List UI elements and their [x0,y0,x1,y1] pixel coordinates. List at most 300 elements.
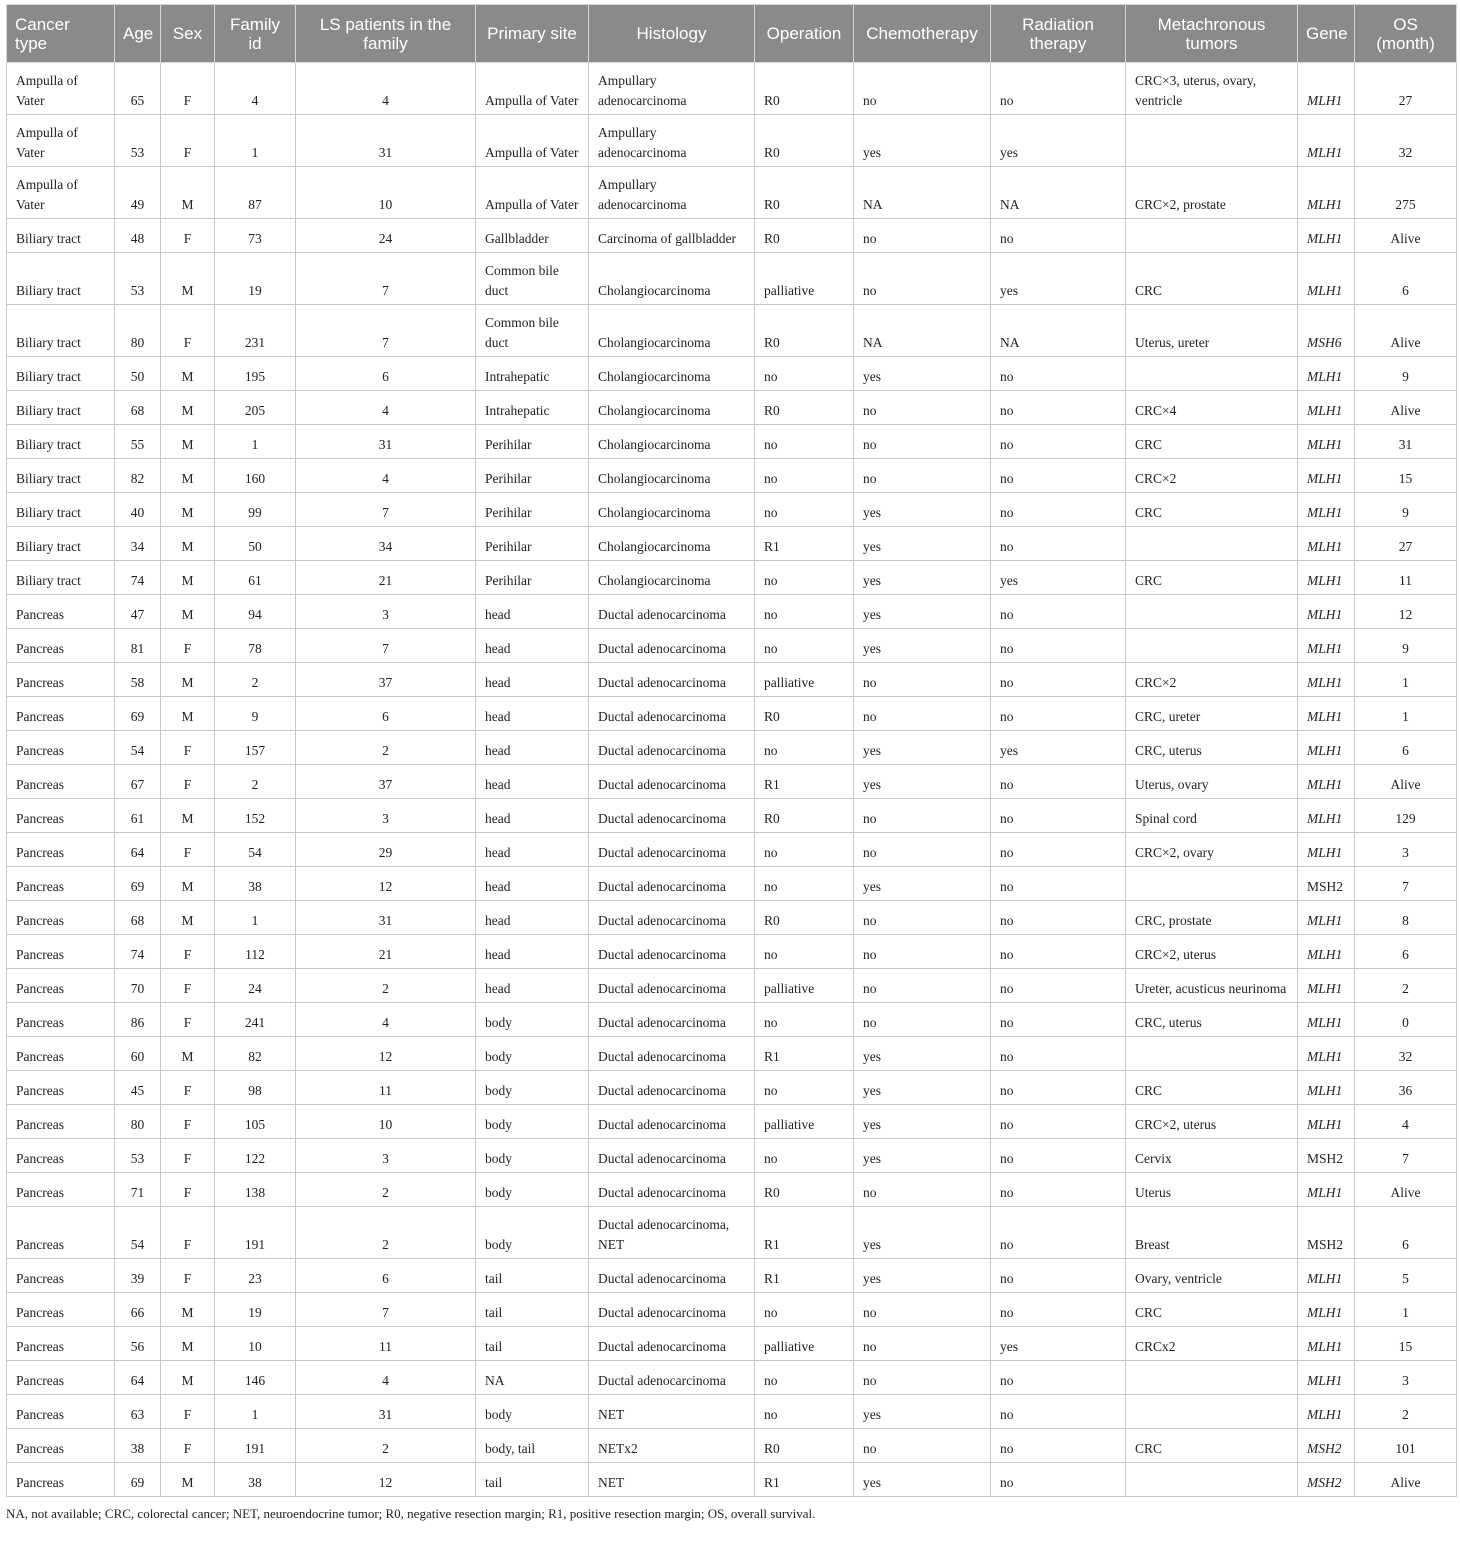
table-row [7,1259,1457,1293]
cell-gene: MLH1 [1298,697,1355,731]
table-row [7,629,1457,663]
cell-primary-site: Common bile duct [476,253,589,305]
cell-os-month: 1 [1355,663,1457,697]
cell-os-month: 6 [1355,253,1457,305]
cell-cancer-type: Biliary tract [7,305,115,357]
cell-sex: M [161,901,215,935]
cell-gene: MLH1 [1298,765,1355,799]
cell-operation: R0 [755,219,854,253]
cell-age: 69 [115,697,161,731]
cell-gene: MLH1 [1298,253,1355,305]
table-row [7,867,1457,901]
cell-family-id: 1 [215,1395,296,1429]
cell-sex: M [161,1361,215,1395]
cell-ls-patients: 7 [296,629,476,663]
cell-chemotherapy: no [854,63,991,115]
cell-chemotherapy: no [854,901,991,935]
cell-operation: palliative [755,1327,854,1361]
cell-operation: R0 [755,697,854,731]
cell-family-id: 38 [215,867,296,901]
cell-chemotherapy: no [854,663,991,697]
table-row [7,391,1457,425]
cell-chemotherapy: yes [854,493,991,527]
cell-ls-patients: 37 [296,663,476,697]
cell-primary-site: head [476,663,589,697]
cell-metachronous-tumors: Breast [1126,1207,1298,1259]
cell-age: 71 [115,1173,161,1207]
cell-os-month: 7 [1355,1139,1457,1173]
cell-os-month: 12 [1355,595,1457,629]
cell-operation: R0 [755,305,854,357]
cell-chemotherapy: no [854,459,991,493]
cell-primary-site: head [476,901,589,935]
cell-family-id: 138 [215,1173,296,1207]
cell-histology: Ductal adenocarcinoma [589,1361,755,1395]
cell-gene: MLH1 [1298,629,1355,663]
cell-radiation-therapy: no [991,629,1126,663]
cell-operation: palliative [755,663,854,697]
cell-family-id: 87 [215,167,296,219]
cell-metachronous-tumors: Cervix [1126,1139,1298,1173]
cell-primary-site: body [476,1139,589,1173]
cell-primary-site: head [476,697,589,731]
cell-operation: no [755,1361,854,1395]
cell-gene: MLH1 [1298,459,1355,493]
cell-chemotherapy: no [854,253,991,305]
cell-radiation-therapy: no [991,63,1126,115]
cell-radiation-therapy: no [991,1259,1126,1293]
cell-sex: M [161,1037,215,1071]
cell-chemotherapy: no [854,219,991,253]
cell-family-id: 205 [215,391,296,425]
cell-radiation-therapy: no [991,765,1126,799]
cell-primary-site: body, tail [476,1429,589,1463]
cell-primary-site: Ampulla of Vater [476,115,589,167]
cell-gene: MLH1 [1298,219,1355,253]
cell-primary-site: head [476,595,589,629]
cell-os-month: 2 [1355,1395,1457,1429]
cell-cancer-type: Biliary tract [7,425,115,459]
cell-age: 47 [115,595,161,629]
cell-primary-site: Common bile duct [476,305,589,357]
cell-histology: Cholangiocarcinoma [589,425,755,459]
cell-age: 86 [115,1003,161,1037]
table-body [7,63,1457,1497]
cell-sex: F [161,969,215,1003]
cell-ls-patients: 31 [296,901,476,935]
cell-gene: MLH1 [1298,357,1355,391]
cell-os-month: 9 [1355,629,1457,663]
cell-cancer-type: Pancreas [7,867,115,901]
cell-metachronous-tumors: CRC [1126,493,1298,527]
cell-chemotherapy: yes [854,1105,991,1139]
cell-age: 80 [115,1105,161,1139]
header-cancer-type: Cancer type [7,5,115,63]
cell-primary-site: head [476,629,589,663]
cell-metachronous-tumors [1126,1361,1298,1395]
cell-sex: F [161,1259,215,1293]
cell-histology: Ductal adenocarcinoma [589,1139,755,1173]
header-chemotherapy: Chemotherapy [854,5,991,63]
cell-operation: no [755,1071,854,1105]
cell-metachronous-tumors: CRC, ureter [1126,697,1298,731]
cell-cancer-type: Pancreas [7,1105,115,1139]
cell-sex: M [161,253,215,305]
cell-chemotherapy: yes [854,1463,991,1497]
cell-family-id: 9 [215,697,296,731]
cell-os-month: 3 [1355,1361,1457,1395]
table-row [7,305,1457,357]
cell-chemotherapy: no [854,1327,991,1361]
cell-primary-site: body [476,1071,589,1105]
cell-cancer-type: Pancreas [7,1395,115,1429]
cell-family-id: 99 [215,493,296,527]
cell-primary-site: body [476,1037,589,1071]
cell-radiation-therapy: no [991,1361,1126,1395]
cell-cancer-type: Pancreas [7,1429,115,1463]
cell-metachronous-tumors: CRC [1126,253,1298,305]
cell-primary-site: head [476,765,589,799]
cell-cancer-type: Biliary tract [7,357,115,391]
cell-metachronous-tumors: CRC×2, uterus [1126,1105,1298,1139]
cell-os-month: 15 [1355,1327,1457,1361]
cell-primary-site: head [476,969,589,1003]
cell-radiation-therapy: no [991,1173,1126,1207]
cell-cancer-type: Pancreas [7,1293,115,1327]
cell-sex: F [161,765,215,799]
cell-family-id: 231 [215,305,296,357]
cell-cancer-type: Biliary tract [7,253,115,305]
cell-age: 64 [115,833,161,867]
cell-gene: MLH1 [1298,1037,1355,1071]
table-row [7,833,1457,867]
cell-sex: F [161,833,215,867]
cell-cancer-type: Biliary tract [7,493,115,527]
cell-sex: M [161,493,215,527]
cell-histology: Ductal adenocarcinoma [589,935,755,969]
table-row [7,115,1457,167]
cell-sex: M [161,663,215,697]
table-row [7,527,1457,561]
cell-radiation-therapy: no [991,527,1126,561]
cell-gene: MLH1 [1298,1071,1355,1105]
cell-primary-site: body [476,1395,589,1429]
cell-ls-patients: 4 [296,1361,476,1395]
cell-ls-patients: 2 [296,969,476,1003]
table-row [7,357,1457,391]
table-row [7,1003,1457,1037]
cell-os-month: 32 [1355,1037,1457,1071]
cell-gene: MLH1 [1298,1361,1355,1395]
cell-histology: Ductal adenocarcinoma [589,1105,755,1139]
cell-radiation-therapy: no [991,969,1126,1003]
cell-ls-patients: 2 [296,1173,476,1207]
cell-histology: Ductal adenocarcinoma [589,1173,755,1207]
cell-cancer-type: Pancreas [7,901,115,935]
cell-gene: MLH1 [1298,425,1355,459]
cell-histology: Ductal adenocarcinoma [589,1037,755,1071]
cell-age: 74 [115,561,161,595]
cell-metachronous-tumors [1126,357,1298,391]
cell-os-month: 7 [1355,867,1457,901]
cell-metachronous-tumors [1126,867,1298,901]
cell-age: 40 [115,493,161,527]
cell-radiation-therapy: no [991,1071,1126,1105]
table-row [7,561,1457,595]
cell-operation: R0 [755,901,854,935]
cell-histology: Ductal adenocarcinoma [589,799,755,833]
table-footnote: NA, not available; CRC, colorectal cancer; NET, neuroendocrine tumor; R0, negative resection margin; R1, positive resection margin; OS, overall survival. [6,1506,816,1521]
cell-sex: F [161,219,215,253]
cell-primary-site: Perihilar [476,459,589,493]
cell-metachronous-tumors [1126,527,1298,561]
cell-sex: M [161,459,215,493]
cell-age: 48 [115,219,161,253]
cell-metachronous-tumors: CRC, uterus [1126,1003,1298,1037]
cell-chemotherapy: no [854,799,991,833]
cell-ls-patients: 12 [296,1463,476,1497]
cell-ls-patients: 4 [296,63,476,115]
cell-cancer-type: Pancreas [7,1139,115,1173]
cell-histology: Cholangiocarcinoma [589,253,755,305]
cell-ls-patients: 37 [296,765,476,799]
cell-histology: Cholangiocarcinoma [589,391,755,425]
cell-radiation-therapy: no [991,1003,1126,1037]
cell-sex: F [161,1003,215,1037]
cell-operation: no [755,1395,854,1429]
cell-age: 64 [115,1361,161,1395]
cell-ls-patients: 10 [296,1105,476,1139]
cell-operation: no [755,1139,854,1173]
cell-gene: MSH2 [1298,867,1355,901]
cell-histology: Ductal adenocarcinoma [589,833,755,867]
cell-sex: F [161,305,215,357]
cell-chemotherapy: no [854,391,991,425]
cell-operation: palliative [755,969,854,1003]
cell-radiation-therapy: no [991,799,1126,833]
cell-family-id: 24 [215,969,296,1003]
cell-family-id: 4 [215,63,296,115]
cell-chemotherapy: NA [854,167,991,219]
cell-gene: MLH1 [1298,731,1355,765]
cell-gene: MLH1 [1298,391,1355,425]
cell-primary-site: tail [476,1293,589,1327]
cell-family-id: 78 [215,629,296,663]
cell-radiation-therapy: no [991,1037,1126,1071]
cell-os-month: 275 [1355,167,1457,219]
cell-metachronous-tumors [1126,1463,1298,1497]
cell-histology: Cholangiocarcinoma [589,459,755,493]
cell-sex: M [161,867,215,901]
cell-histology: NET [589,1395,755,1429]
cell-metachronous-tumors [1126,629,1298,663]
cell-sex: M [161,1293,215,1327]
cell-os-month: 9 [1355,357,1457,391]
cell-radiation-therapy: no [991,663,1126,697]
cell-sex: F [161,115,215,167]
cell-family-id: 10 [215,1327,296,1361]
cell-family-id: 160 [215,459,296,493]
cell-ls-patients: 7 [296,1293,476,1327]
cell-age: 53 [115,253,161,305]
cell-family-id: 241 [215,1003,296,1037]
cell-histology: Ductal adenocarcinoma [589,697,755,731]
cell-histology: Ductal adenocarcinoma [589,765,755,799]
table-row [7,1105,1457,1139]
cell-os-month: 15 [1355,459,1457,493]
cell-sex: M [161,357,215,391]
cell-os-month: 1 [1355,1293,1457,1327]
table-row [7,1463,1457,1497]
cell-primary-site: head [476,799,589,833]
cell-ls-patients: 11 [296,1071,476,1105]
table-row [7,1207,1457,1259]
cell-chemotherapy: yes [854,1395,991,1429]
cell-operation: R0 [755,1173,854,1207]
cell-cancer-type: Pancreas [7,731,115,765]
cell-os-month: Alive [1355,1463,1457,1497]
cell-ls-patients: 21 [296,935,476,969]
cell-age: 50 [115,357,161,391]
table-row [7,167,1457,219]
cell-primary-site: Perihilar [476,527,589,561]
cell-family-id: 94 [215,595,296,629]
cell-primary-site: body [476,1105,589,1139]
cell-operation: no [755,1003,854,1037]
cell-cancer-type: Ampulla of Vater [7,63,115,115]
cell-histology: Ductal adenocarcinoma [589,867,755,901]
cell-sex: F [161,1429,215,1463]
cell-metachronous-tumors: Spinal cord [1126,799,1298,833]
cell-cancer-type: Biliary tract [7,219,115,253]
cell-cancer-type: Pancreas [7,663,115,697]
cell-operation: no [755,357,854,391]
cell-radiation-therapy: no [991,425,1126,459]
cell-histology: Ampullary adenocarcinoma [589,115,755,167]
table-row [7,799,1457,833]
cell-gene: MLH1 [1298,63,1355,115]
cell-gene: MLH1 [1298,1259,1355,1293]
cell-family-id: 1 [215,115,296,167]
cell-radiation-therapy: yes [991,1327,1126,1361]
cell-histology: Ampullary adenocarcinoma [589,63,755,115]
cell-ls-patients: 4 [296,459,476,493]
cell-operation: R0 [755,115,854,167]
cell-age: 68 [115,391,161,425]
cell-metachronous-tumors: CRC [1126,425,1298,459]
cell-operation: no [755,1293,854,1327]
table-row [7,459,1457,493]
cell-histology: Ductal adenocarcinoma, NET [589,1207,755,1259]
cell-age: 39 [115,1259,161,1293]
cell-metachronous-tumors: CRC, prostate [1126,901,1298,935]
cell-operation: no [755,731,854,765]
cell-gene: MLH1 [1298,595,1355,629]
cell-histology: NET [589,1463,755,1497]
cell-metachronous-tumors: Uterus, ureter [1126,305,1298,357]
cell-age: 58 [115,663,161,697]
cell-chemotherapy: no [854,425,991,459]
cell-ls-patients: 4 [296,1003,476,1037]
cell-os-month: 27 [1355,63,1457,115]
cell-sex: M [161,1327,215,1361]
cell-metachronous-tumors: CRC×2 [1126,663,1298,697]
cell-primary-site: Intrahepatic [476,391,589,425]
cell-age: 69 [115,1463,161,1497]
cell-age: 68 [115,901,161,935]
cell-cancer-type: Ampulla of Vater [7,167,115,219]
cell-gene: MLH1 [1298,663,1355,697]
header-radiation-therapy: Radiation therapy [991,5,1126,63]
cell-cancer-type: Pancreas [7,1463,115,1497]
cell-radiation-therapy: no [991,1139,1126,1173]
cell-operation: no [755,425,854,459]
cell-chemotherapy: no [854,1361,991,1395]
cell-primary-site: head [476,935,589,969]
cell-family-id: 23 [215,1259,296,1293]
cell-operation: R1 [755,1463,854,1497]
cell-operation: R0 [755,1429,854,1463]
table-row [7,969,1457,1003]
cell-metachronous-tumors [1126,595,1298,629]
cell-family-id: 19 [215,253,296,305]
cell-radiation-therapy: yes [991,253,1126,305]
cell-family-id: 157 [215,731,296,765]
header-ls-patients: LS patients in the family [296,5,476,63]
cell-metachronous-tumors: Ovary, ventricle [1126,1259,1298,1293]
cell-chemotherapy: yes [854,629,991,663]
cell-cancer-type: Pancreas [7,765,115,799]
cell-metachronous-tumors: CRC, uterus [1126,731,1298,765]
cell-radiation-therapy: no [991,1207,1126,1259]
cell-operation: R1 [755,1037,854,1071]
cell-gene: MLH1 [1298,527,1355,561]
cell-gene: MSH6 [1298,305,1355,357]
table-row [7,493,1457,527]
cell-cancer-type: Pancreas [7,697,115,731]
cell-chemotherapy: no [854,1003,991,1037]
cell-radiation-therapy: no [991,1463,1126,1497]
cell-ls-patients: 2 [296,731,476,765]
table-row [7,1071,1457,1105]
cell-os-month: 8 [1355,901,1457,935]
cell-ls-patients: 7 [296,253,476,305]
cell-cancer-type: Pancreas [7,1071,115,1105]
cell-os-month: 27 [1355,527,1457,561]
cell-os-month: 6 [1355,1207,1457,1259]
table-row [7,901,1457,935]
cell-operation: R1 [755,1259,854,1293]
table-row [7,765,1457,799]
cell-metachronous-tumors: CRC [1126,1429,1298,1463]
cell-cancer-type: Pancreas [7,1259,115,1293]
cell-ls-patients: 31 [296,1395,476,1429]
cell-primary-site: Gallbladder [476,219,589,253]
cell-gene: MLH1 [1298,1327,1355,1361]
cell-histology: Ductal adenocarcinoma [589,1071,755,1105]
cell-metachronous-tumors: Ureter, acusticus neurinoma [1126,969,1298,1003]
cell-gene: MLH1 [1298,969,1355,1003]
cell-os-month: 129 [1355,799,1457,833]
cell-radiation-therapy: no [991,219,1126,253]
clinical-table [6,4,1457,1497]
cell-age: 80 [115,305,161,357]
cell-age: 34 [115,527,161,561]
cell-os-month: 36 [1355,1071,1457,1105]
cell-operation: R0 [755,167,854,219]
cell-age: 74 [115,935,161,969]
cell-primary-site: body [476,1207,589,1259]
